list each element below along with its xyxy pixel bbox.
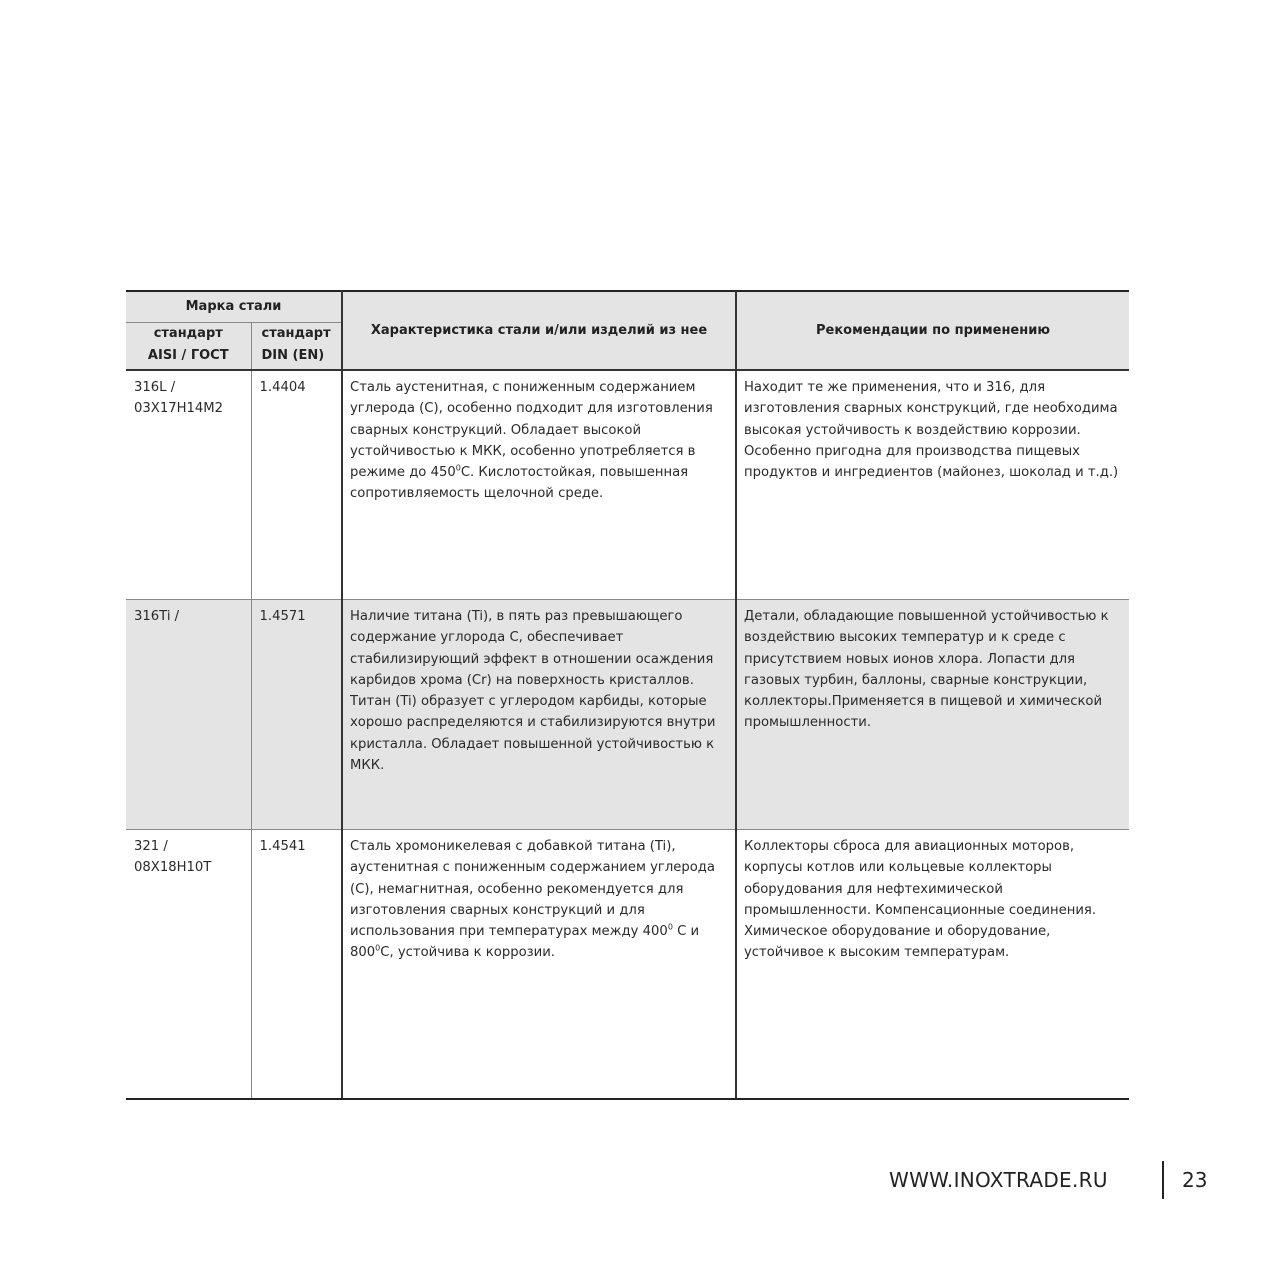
table-row xyxy=(126,830,1129,1100)
cell-characteristic: Сталь хромоникелевая с добавкой титана (Ti), аустенитная с пониженным содержанием углерода (С), немагнитная, особенно рекомендуется для изготовления сварных конструкций и для использования при температурах между $400^0$ С и $800^0С$, устойчива к коррозии. xyxy=(342,830,736,1100)
header-aisi-line1: стандарт xyxy=(153,326,223,341)
header-steel-grade: Марка стали xyxy=(126,291,342,323)
aisi-grade: 321 / xyxy=(134,839,168,854)
footer-website-link[interactable]: WWW.INOXTRADE.RU xyxy=(889,1168,1108,1192)
cell-aisi-gost xyxy=(126,600,251,830)
cell-recommendation: Коллекторы сброса для авиационных моторов, корпусы котлов или кольцевые коллекторы оборудования для нефтехимической промышленности. Компенсационные соединения. Химическое оборудование и оборудование, устойчивое к высоким температурам. xyxy=(736,830,1129,1100)
header-aisi-line2: AISI / ГОСТ xyxy=(147,348,229,363)
cell-characteristic: Наличие титана (Ti), в пять раз превышающего содержание углорода С, обеспечивает стабилизирующий эффект в отношении осаждения карбидов хрома (Cr) на поверхность кристаллов. Титан (Ti) образует с углеродом карбиды, которые хорошо распределяются и стабилизируются внутри кристалла. Обладает повышенной устойчивостью к МКК. xyxy=(342,600,736,830)
header-characteristic: Характеристика стали и/или изделий из нее xyxy=(342,291,736,370)
table-row xyxy=(126,600,1129,830)
table-row xyxy=(126,370,1129,600)
header-aisi-gost xyxy=(126,323,251,371)
steel-grades-table xyxy=(126,290,1129,1100)
cell-recommendation: Находит те же применения, что и 316, для изготовления сварных конструкций, где необходима высокая устойчивость к воздействию коррозии. Особенно пригодна для производства пищевых продуктов и ингредиентов (майонез, шоколад и т.д.) xyxy=(736,370,1129,600)
cell-recommendation: Детали, обладающие повышенной устойчивостью к воздействию высоких температур и к среде с присутствием новых ионов хлора. Лопасти для газовых турбин, баллоны, сварные конструкции, коллекторы.Применяется в пищевой и химической промышленности. xyxy=(736,600,1129,830)
cell-din: 1.4541 xyxy=(251,830,342,1100)
cell-din: 1.4404 xyxy=(251,370,342,600)
cell-din: 1.4571 xyxy=(251,600,342,830)
gost-grade: 03Х17Н14М2 xyxy=(134,401,224,417)
header-din-line2: DIN (EN) xyxy=(261,348,325,363)
gost-grade: 08Х18Н10Т xyxy=(134,860,212,876)
header-din-line1: стандарт xyxy=(261,326,331,341)
footer-divider xyxy=(1162,1161,1164,1199)
header-recommendation: Рекомендации по применению xyxy=(736,291,1129,370)
cell-aisi-gost xyxy=(126,830,251,1100)
cell-characteristic: Сталь аустенитная, с пониженным содержанием углерода (С), особенно подходит для изготовления сварных конструкций. Обладает высокой устойчивостью к МКК, особенно употребляется в режиме до $450^0С$. Кислотостойкая, повышенная сопротивляемость щелочной среде. xyxy=(342,370,736,600)
cell-aisi-gost xyxy=(126,370,251,600)
aisi-grade: 316L / xyxy=(134,380,176,395)
page-number: 23 xyxy=(1182,1168,1208,1192)
aisi-grade: 316Ti / xyxy=(134,609,180,624)
header-din-en xyxy=(251,323,342,371)
